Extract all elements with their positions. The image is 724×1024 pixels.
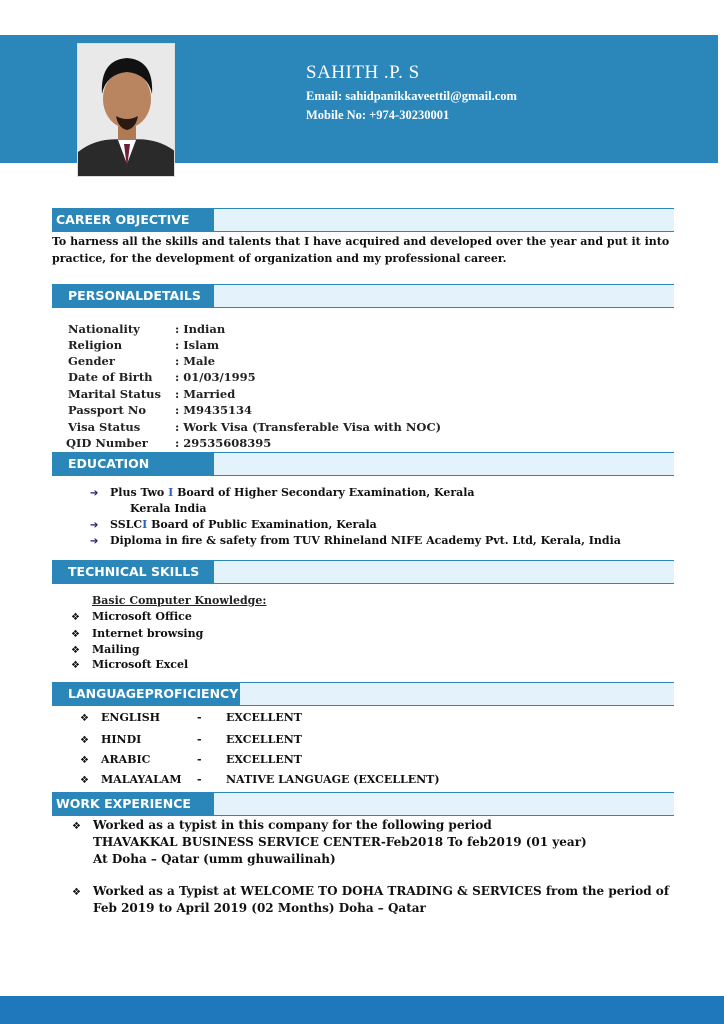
language-level: EXCELLENT (226, 711, 302, 724)
section-technical-skills (52, 560, 674, 584)
section-personal-details (52, 284, 674, 308)
diamond-bullet-icon: ❖ (71, 660, 80, 671)
diamond-bullet-icon: ❖ (80, 713, 89, 724)
detail-key: Religion (68, 338, 123, 352)
skill-text: Microsoft Excel (92, 658, 189, 671)
diamond-bullet-icon: ❖ (72, 821, 81, 832)
work-text: Worked as a typist in this company for the following period (93, 818, 492, 832)
detail-key: Marital Status (68, 387, 161, 401)
language-row (80, 752, 302, 769)
footer-band (0, 996, 724, 1024)
language-level: EXCELLENT (226, 733, 302, 746)
detail-value: : Indian (175, 322, 226, 336)
detail-row (68, 369, 256, 385)
diamond-bullet-icon: ❖ (71, 645, 80, 656)
language-row (80, 710, 302, 727)
detail-key: Visa Status (68, 420, 141, 434)
email[interactable]: Email: sahidpanikkaveettil@gmail.com (306, 89, 517, 103)
objective-text (52, 234, 672, 267)
section-language-proficiency (52, 682, 674, 706)
detail-value: : M9435134 (175, 403, 252, 417)
detail-key: Passport No (68, 403, 147, 417)
education-text: Plus Two (110, 486, 169, 499)
detail-row (68, 321, 225, 337)
objective-line: To harness all the skills and talents that I have acquired and developed over the year and put it into (52, 235, 670, 248)
detail-value: : Male (175, 354, 216, 368)
section-career-objective (52, 208, 674, 232)
arrow-bullet-icon: ➔ (90, 536, 99, 547)
language-dash: - (197, 773, 202, 786)
detail-row (68, 337, 219, 353)
language-row (80, 772, 440, 789)
detail-value: : Islam (175, 338, 220, 352)
education-item-continued: Kerala India (130, 502, 207, 515)
work-company: THAVAKKAL BUSINESS SERVICE CENTER-Feb2018 To feb2019 (01 year) (93, 835, 587, 849)
profile-photo (77, 43, 175, 177)
skill-item (71, 626, 203, 643)
candidate-name: SAHITH .P. S (306, 62, 420, 83)
diamond-bullet-icon: ❖ (71, 612, 80, 623)
detail-value: : 01/03/1995 (175, 370, 256, 384)
detail-value: : Married (175, 387, 236, 401)
education-text: Board of Higher Secondary Examination, Kerala (173, 486, 475, 499)
work-entry (72, 883, 669, 901)
section-education (52, 452, 674, 476)
arrow-bullet-icon: ➔ (90, 520, 99, 531)
section-title: TECHNICAL SKILLS (52, 561, 214, 583)
detail-key: QID Number (66, 436, 148, 450)
language-dash: - (197, 711, 202, 724)
language-name: ENGLISH (101, 711, 161, 724)
detail-value: : 29535608395 (175, 436, 272, 450)
language-level: NATIVE LANGUAGE (EXCELLENT) (226, 773, 440, 786)
diamond-bullet-icon: ❖ (80, 735, 89, 746)
detail-key: Gender (68, 354, 115, 368)
detail-value: : Work Visa (Transferable Visa with NOC) (175, 420, 442, 434)
language-level: EXCELLENT (226, 753, 302, 766)
education-text: Board of Public Examination, Kerala (147, 518, 377, 531)
education-item (90, 533, 621, 550)
section-title: EDUCATION (52, 453, 214, 475)
diamond-bullet-icon: ❖ (72, 887, 81, 898)
language-dash: - (197, 733, 202, 746)
mobile-number: Mobile No: +974-30230001 (306, 108, 450, 122)
detail-row (68, 386, 235, 402)
work-period: Feb 2019 to April 2019 (02 Months) Doha – Qatar (93, 901, 426, 915)
work-location: At Doha – Qatar (umm ghuwailinah) (93, 852, 336, 866)
education-text: Diploma in fire & safety from TUV Rhineland NIFE Academy Pvt. Ltd, Kerala, India (110, 534, 621, 547)
language-name: ARABIC (101, 753, 151, 766)
education-separator: I (142, 518, 148, 531)
diamond-bullet-icon: ❖ (71, 629, 80, 640)
work-entry (72, 817, 492, 835)
section-title: LANGUAGEPROFICIENCY (52, 683, 240, 705)
skill-item (71, 609, 192, 626)
section-title: WORK EXPERIENCE (52, 793, 214, 815)
detail-key: Nationality (68, 322, 140, 336)
education-item (90, 485, 475, 502)
work-text: Worked as a Typist at WELCOME TO DOHA TRADING & SERVICES from the period of (93, 884, 669, 898)
language-name: HINDI (101, 733, 142, 746)
detail-row (68, 402, 252, 418)
objective-line: practice, for the development of organization and my professional career. (52, 251, 507, 265)
language-dash: - (197, 753, 202, 766)
language-row (80, 732, 302, 749)
detail-row (66, 435, 271, 451)
education-text: SSLC (110, 518, 143, 531)
diamond-bullet-icon: ❖ (80, 775, 89, 786)
detail-key: Date of Birth (68, 370, 153, 384)
education-item (90, 517, 377, 534)
skill-text: Microsoft Office (92, 610, 192, 623)
diamond-bullet-icon: ❖ (80, 755, 89, 766)
language-name: MALAYALAM (101, 773, 182, 786)
education-separator: I (168, 486, 174, 499)
skill-text: Internet browsing (92, 627, 204, 640)
detail-row (68, 419, 441, 435)
skills-heading: Basic Computer Knowledge: (92, 594, 267, 607)
section-title: PERSONALDETAILS (52, 285, 214, 307)
arrow-bullet-icon: ➔ (90, 488, 99, 499)
skill-item (71, 657, 188, 674)
section-title: CAREER OBJECTIVE (52, 209, 214, 231)
section-work-experience (52, 792, 674, 816)
skill-text: Mailing (92, 643, 140, 656)
detail-row (68, 353, 215, 369)
